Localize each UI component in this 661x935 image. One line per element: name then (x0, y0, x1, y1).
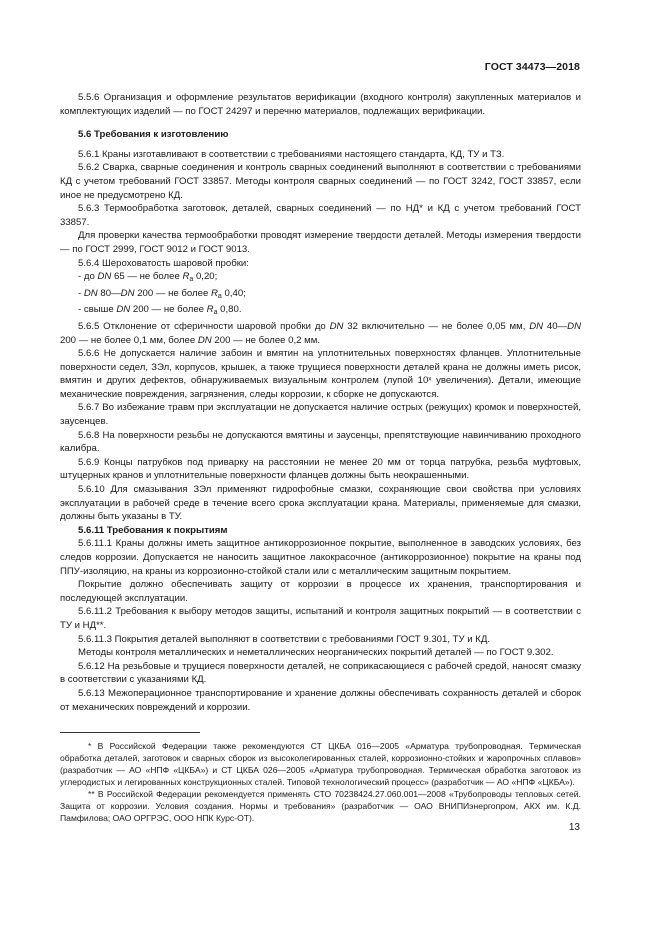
paragraph-5-6-9: 5.6.9 Концы патрубков под приварку на расстоянии не менее 20 мм от торца патрубка, резьба муфтовых, штуцерных кранов и уплотнительные поверхности фланцев должны быть неокрашенными. (60, 456, 581, 482)
paragraph-5-6-8: 5.6.8 На поверхности резьбы не допускаются вмятины и заусенцы, препятствующие навинчиванию проходного калибра. (60, 429, 581, 455)
footnotes (60, 732, 581, 824)
document-code: ГОСТ 34473—2018 (484, 61, 580, 73)
paragraph-5-6-11-1-protection: Покрытие должно обеспечивать защиту от коррозии в процессе их хранения, транспортирования и последующей эксплуатации. (60, 579, 581, 604)
paragraph-5-6-12: 5.6.12 На резьбовые и трущиеся поверхности деталей, не соприкасающиеся с рабочей средой, наносят смазку в соответствии с указаниями КД. (60, 660, 581, 686)
paragraph-5-6-5: 5.6.5 Отклонение от сферичности шаровой пробки до DN 32 включительно — не более 0,05 мм, DN 40—DN 200 — не более 0,1 мм, более DN 200 — не более 0,2 мм. (60, 320, 582, 346)
roughness-item-1: - до DN 65 — не более $R_a$ 0,20; (78, 271, 218, 284)
paragraph-5-6-1: 5.6.1 Краны изготавливают в соответствии с требованиями настоящего стандарта, КД, ТУ и ТЗ. (78, 148, 505, 160)
paragraph-5-6-13: 5.6.13 Межоперационное транспортирование и хранение должны обеспечивать сохранность деталей и сборок от механических повреждений и коррозии. (60, 687, 581, 713)
paragraph-5-6-2: 5.6.2 Сварка, сварные соединения и контроль сварных соединений выполняют в соответствии с требованиями КД с учетом требований ГОСТ 33857. Методы контроля сварных соединений — по ГОСТ 3242, ГОСТ 33857, если иное не предусмотрено КД. (60, 162, 581, 201)
paragraph-5-5-6: 5.5.6 Организация и оформление результатов верификации (входного контроля) закупленных материалов и комплектующих изделий — по ГОСТ 24297 и перечню материалов, подлежащих верификации. (60, 92, 581, 117)
paragraph-5-6-7: 5.6.7 Во избежание травм при эксплуатации не допускается наличие острых (режущих) кромок и поверхностей, заусенцев. (60, 402, 581, 428)
footnote-1: * В Российской Федерации также рекомендуются СТ ЦКБА 016—2005 «Арматура трубопроводная. Термическая обработка деталей, заготовок и сварных сборок из высоколегированных сталей, коррозионно-стойких и жаропрочных сплавов» (разработчик — АО «НПФ «ЦКБА») и СТ ЦКБА 026—2005 «Арматура трубопроводная. Термическая обработка заготовок из углеродистых и легированных конструкционных сталей. Типовой технологический процесс» (разработчик — АО «НПФ «ЦКБА»). (60, 741, 581, 787)
paragraph-5-6-11-3-methods: Методы контроля металлических и неметаллических неорганических покрытий деталей — по ГОСТ 9.302. (78, 647, 554, 659)
section-heading-5-6: 5.6 Требования к изготовлению (78, 129, 229, 141)
paragraph-5-6-3: 5.6.3 Термообработка заготовок, деталей, сварных соединений — по НД* и КД с учетом требований ГОСТ 33857. (60, 203, 581, 228)
paragraph-5-6-4: 5.6.4 Шероховатость шаровой пробки: (78, 257, 249, 269)
paragraph-5-6-11-1: 5.6.11.1 Краны должны иметь защитное антикоррозионное покрытие, выполненное в заводских условиях, без следов коррозии. Допускается не наносить защитное лакокрасочное (антикоррозионное) покрытие на краны под ППУ-изоляцию, на краны из коррозионно-стойкой стали или с металлическим защитным покрытием. (60, 538, 581, 577)
roughness-item-3: - свыше DN 200 — не более $R_a$ 0,80. (78, 304, 242, 317)
footnote-divider (60, 732, 200, 733)
section-heading-5-6-11: 5.6.11 Требования к покрытиям (78, 524, 228, 536)
paragraph-5-6-3-hardness: Для проверки качества термообработки проводят измерение твердости деталей. Методы измерения твердости — по ГОСТ 2999, ГОСТ 9012 и ГОСТ 9013. (60, 230, 581, 255)
roughness-item-2: - DN 80—DN 200 — не более $R_a$ 0,40; (78, 287, 246, 300)
paragraph-5-6-11-3: 5.6.11.3 Покрытия деталей выполняют в соответствии с требованиями ГОСТ 9.301, ТУ и КД. (78, 633, 491, 645)
footnote-2: ** В Российской Федерации рекомендуется применять СТО 70238424.27.060.001—2008 «Трубопроводы тепловых сетей. Защита от коррозии. Условия создания. Нормы и требования» (разработчик — ОАО ВНИПИэнергопром, АКХ им. К.Д. Памфилова; ОАО ОРГРЭС, ООО НПК Курс-ОТ). (60, 789, 581, 823)
paragraph-5-6-10: 5.6.10 Для смазывания ЗЭл применяют гидрофобные смазки, сохраняющие свои свойства при условиях эксплуатации в рабочей среде в течение всего срока эксплуатации крана. Материалы, применяемые для смазки, должны быть указаны в ТУ. (60, 484, 581, 523)
paragraph-5-6-11-2: 5.6.11.2 Требования к выбору методов защиты, испытаний и контроля защитных покрытий — в соответствии с ТУ и НД**. (60, 606, 581, 631)
document-body (60, 91, 581, 714)
paragraph-5-6-6: 5.6.6 Не допускается наличие забоин и вмятин на уплотнительных поверхностях фланцев. Уплотнительные поверхности седел, ЗЭл, корпусов, крышек, а также трущиеся поверхности деталей крана не должны иметь рисок, вмятин и других дефектов, обнаруживаемых визуальным контролем (лупой 10ˣ увеличения). Детали, имеющие механические повреждения, загрязнения, следы коррозии, к сборке не допускаются. (60, 348, 581, 400)
page-number: 13 (568, 822, 580, 833)
